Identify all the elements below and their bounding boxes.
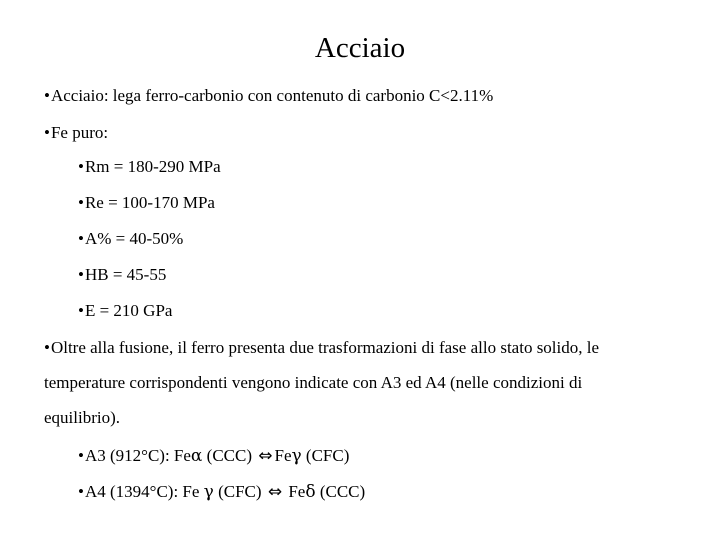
sub-bullet-a4 (78, 481, 365, 503)
a4-gamma-symbol: γ (203, 482, 214, 502)
bullet-marker: • (44, 338, 50, 357)
bullet-fe-puro (44, 122, 108, 144)
sub-bullet-rm-text: Rm = 180-290 MPa (84, 157, 221, 176)
bullet-marker: • (78, 482, 84, 501)
bullet-oltre (44, 337, 599, 359)
bullet-oltre-continuation-1: temperature corrispondenti vengono indicate con A3 ed A4 (nelle condizioni di (44, 373, 583, 392)
sub-bullet-e-text: E = 210 GPa (84, 301, 173, 320)
bullet-marker: • (78, 157, 84, 176)
bullet-acciaio (44, 85, 493, 107)
sub-bullet-re (78, 192, 215, 214)
sub-bullet-e (78, 300, 172, 322)
sub-bullet-hb-text: HB = 45-55 (84, 265, 167, 284)
bullet-fe-puro-text: Fe puro: (50, 123, 109, 142)
bullet-oltre-text-1: Oltre alla fusione, il ferro presenta due trasformazioni di fase allo stato solido, le (50, 338, 600, 357)
bullet-marker: • (44, 123, 50, 142)
a3-gamma-symbol: γ (291, 446, 302, 466)
bullet-marker: • (78, 446, 84, 465)
a3-mid: (CCC) (202, 446, 257, 465)
bullet-marker: • (78, 229, 84, 248)
bullet-marker: • (78, 301, 84, 320)
a4-after-arrow: Fe (284, 482, 306, 501)
a3-after-arrow: Fe (274, 446, 292, 465)
slide-title: Acciaio (314, 32, 406, 64)
bullet-marker: • (44, 86, 50, 105)
double-arrow-icon: ⇔ (258, 446, 273, 466)
bullet-oltre-continuation-2: equilibrio). (44, 408, 121, 427)
bullet-marker: • (78, 265, 84, 284)
sub-bullet-re-text: Re = 100-170 MPa (84, 193, 215, 212)
a4-delta-symbol: δ (305, 482, 316, 502)
sub-bullet-a-text: A% = 40-50% (84, 229, 184, 248)
sub-bullet-hb (78, 264, 166, 286)
sub-bullet-a (78, 228, 183, 250)
a4-mid: (CFC) (213, 482, 266, 501)
a4-suffix: (CCC) (315, 482, 366, 501)
sub-bullet-rm (78, 156, 221, 178)
bullet-acciaio-text: Acciaio: lega ferro-carbonio con contenuto di carbonio C<2.11% (50, 86, 494, 105)
a3-suffix: (CFC) (301, 446, 350, 465)
a3-prefix: A3 (912°C): Fe (84, 446, 191, 465)
bullet-marker: • (78, 193, 84, 212)
sub-bullet-a3 (78, 445, 349, 467)
double-arrow-icon: ⇔ (267, 482, 283, 502)
a3-alpha-symbol: α (190, 446, 203, 466)
a4-prefix: A4 (1394°C): Fe (84, 482, 204, 501)
